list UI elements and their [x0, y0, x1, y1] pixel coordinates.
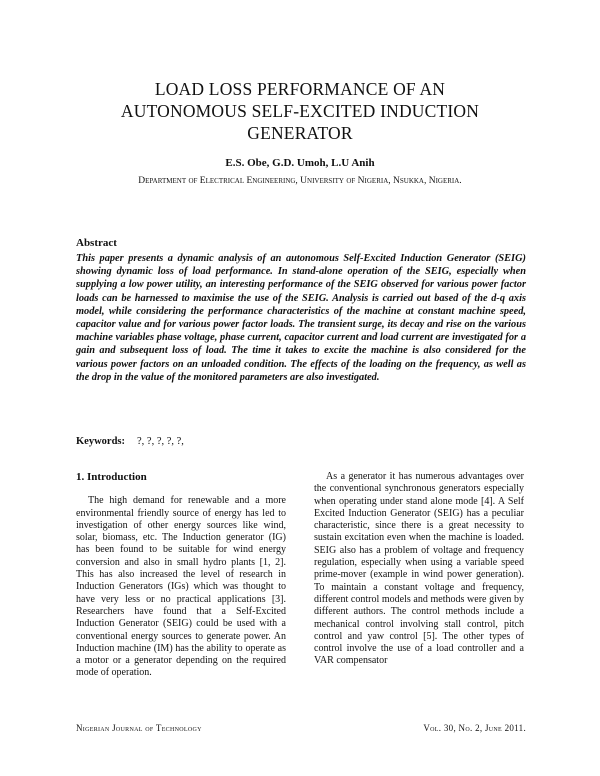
paper-title [60, 78, 540, 144]
footer-journal: Nigerian Journal of Technology [76, 723, 202, 733]
title-line: GENERATOR [247, 123, 353, 143]
intro-paragraph-left: The high demand for renewable and a more environmental friendly source of energy has led to investigation of other energy sources like wind, solar, biomass, etc. The Induction generator (IG) has been found to be suitable for wind energy conversion and also in small hydro plants [1, 2]. This has also increased the level of research in Induction Generators (IGs) which was thought to have very less or no practical applications [3]. Researchers have found that a Self-Excited Induction Generator (SEIG) could be used with a conventional energy sources to generate power. An Induction machine (IM) has the ability to operate as a motor or a generator depending on the required mode of operation. [76, 495, 286, 679]
abstract-heading: Abstract [76, 237, 117, 249]
intro-paragraph-right: As a generator it has numerous advantages over the conventional synchronous generators especially when operating under stand alone mode [4]. A Self Excited Induction Generator (SEIG) has a peculiar characteristic, since there is a great necessity to sustain excitation even when the machine is loaded. SEIG also has a problem of voltage and frequency regulation, especially when using a variable speed prime-mover (example in wind power generation). To maintain a constant voltage and frequency, different control models and methods were given by different authors. The control methods include a mechanical control involving stall control, pitch control and yaw control [5]. The other types of control involve the use of a load controller and a VAR compensator [314, 471, 524, 667]
left-column [76, 471, 286, 680]
keywords-label: Keywords: [76, 436, 125, 447]
section-heading-introduction: 1. Introduction [76, 471, 147, 483]
authors: E.S. Obe, G.D. Umoh, L.U Anih [225, 157, 375, 169]
keywords [76, 436, 184, 447]
abstract-text: This paper presents a dynamic analysis of an autonomous Self-Excited Induction Generator (SEIG) showing dynamic loss of load performance. In stand-alone operation of the SEIG, especially when supplying a low power utility, an interesting performance of the SEIG observed for various power factor loads can be harnessed to maximise the use of the SEIG. Analysis is carried out based of the d-q axis model, while considering the performance characteristics of the machine at constant machine speed, capacitor value and for various power factor loads. The transient surge, its decay and rise on the various machine variables phase voltage, phase current, capacitor current and load current are investigated for a gain and subsequent loss of load. The time it takes to excite the machine is also considered for the various power factors on an unloaded condition. The effects of the loading on the frequency, as well as the drop in the value of the monitored parameters are also investigated. [76, 253, 526, 383]
title-line: AUTONOMOUS SELF-EXCITED INDUCTION [120, 101, 480, 121]
title-line: LOAD LOSS PERFORMANCE OF AN [154, 79, 446, 99]
keywords-value: ?, ?, ?, ?, ?, [137, 436, 184, 447]
right-column [314, 471, 524, 668]
affiliation: Department of Electrical Engineering, University of Nigeria, Nsukka, Nigeria. [138, 176, 462, 186]
footer-volume: Vol. 30, No. 2, June 2011. [423, 723, 526, 733]
